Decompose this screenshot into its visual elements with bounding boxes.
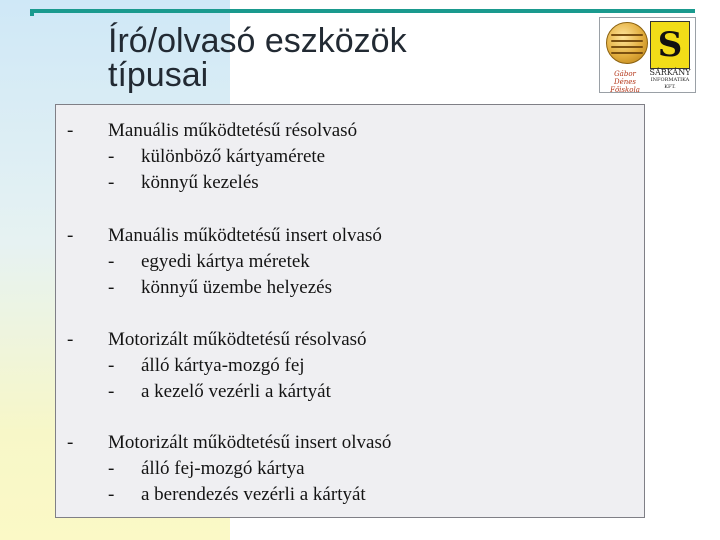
ball-logo-icon bbox=[606, 22, 648, 64]
logo-caption-right bbox=[647, 68, 693, 88]
item-heading: Motorizált működtetésű résolvasó bbox=[108, 329, 367, 350]
item-dash: - bbox=[67, 120, 74, 141]
sub-item-text: a kezelő vezérli a kártyát bbox=[141, 381, 331, 402]
sub-item-dash: - bbox=[108, 381, 115, 402]
sub-item-dash: - bbox=[108, 458, 115, 479]
sub-item-dash: - bbox=[108, 355, 115, 376]
item-heading: Motorizált működtetésű insert olvasó bbox=[108, 432, 392, 453]
item-dash: - bbox=[67, 329, 74, 350]
corner-accent-line bbox=[30, 9, 34, 16]
sub-item-dash: - bbox=[108, 172, 115, 193]
logo-caption-left: Gábor Dénes Főiskola bbox=[610, 70, 640, 94]
sub-item-dash: - bbox=[108, 484, 115, 505]
sub-item-text: könnyű üzembe helyezés bbox=[141, 277, 332, 298]
sub-item-dash: - bbox=[108, 277, 115, 298]
sub-item-text: a berendezés vezérli a kártyát bbox=[141, 484, 366, 505]
title-line-1: Író/olvasó eszközök bbox=[108, 22, 407, 60]
item-heading: Manuális működtetésű résolvasó bbox=[108, 120, 358, 141]
sub-item-text: könnyű kezelés bbox=[141, 172, 259, 193]
sub-item-text: egyedi kártya méretek bbox=[141, 251, 310, 272]
sub-item-text: különböző kártyamérete bbox=[141, 146, 326, 167]
sub-item-dash: - bbox=[108, 251, 115, 272]
sub-item-dash: - bbox=[108, 146, 115, 167]
top-accent-line bbox=[30, 9, 695, 13]
item-heading: Manuális működtetésű insert olvasó bbox=[108, 225, 382, 246]
item-dash: - bbox=[67, 225, 74, 246]
content-box bbox=[55, 104, 645, 518]
logo-caption-right-line-1: SÁRKÁNY bbox=[649, 68, 691, 77]
logo bbox=[599, 17, 696, 93]
shield-letter: S bbox=[657, 25, 683, 65]
item-dash: - bbox=[67, 432, 74, 453]
shield-logo-icon bbox=[650, 21, 690, 69]
title-line-2: típusai bbox=[108, 56, 209, 94]
page-title bbox=[108, 24, 568, 92]
logo-caption-right-line-2: INFORMATIKA KFT. bbox=[650, 77, 690, 90]
sub-item-text: álló fej-mozgó kártya bbox=[141, 458, 305, 479]
sub-item-text: álló kártya-mozgó fej bbox=[141, 355, 305, 376]
